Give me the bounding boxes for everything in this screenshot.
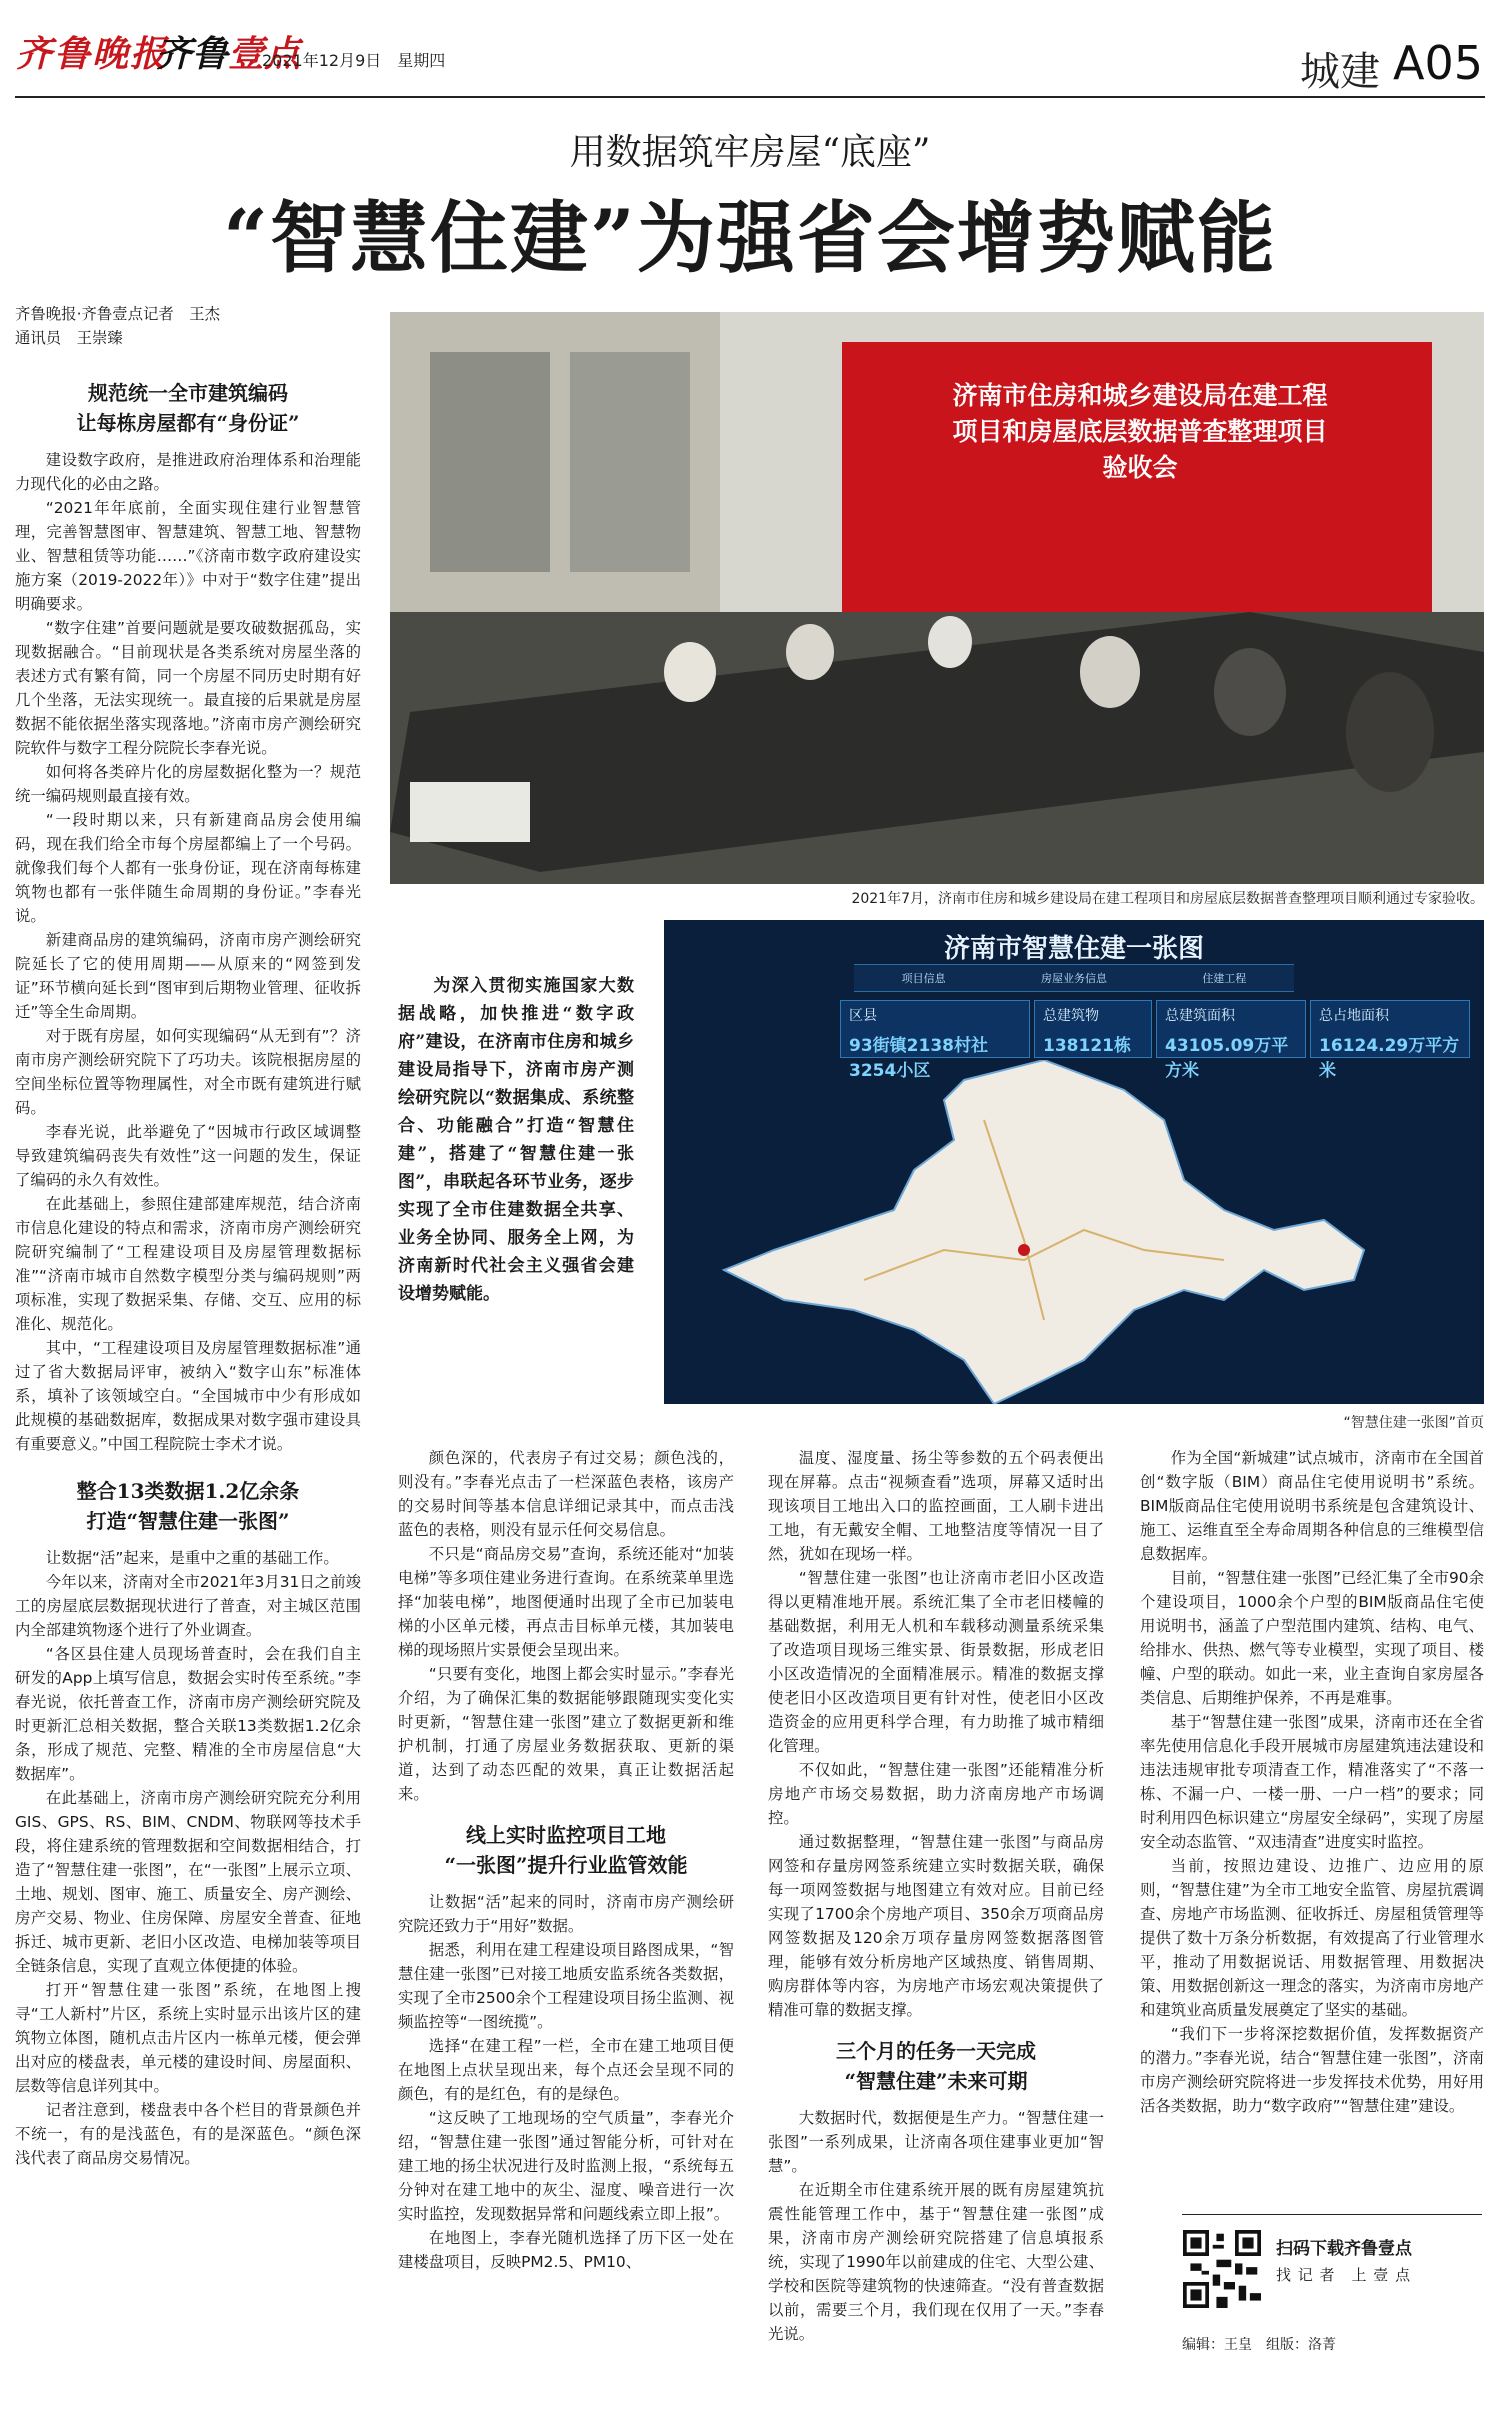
paragraph: 在近期全市住建系统开展的既有房屋建筑抗震性能管理工作中，基于“智慧住建一张图”成果，济南市房产测绘研究院搭建了信息填报系统，实现了1990年以前建成的住宅、大型公建、学校和医院等建筑物的快速筛查。“没有普查数据以前，需要三个月，我们现在仅用了一天。”李春光说。 xyxy=(768,2181,1104,2343)
lead-paragraph xyxy=(398,972,634,1308)
page-number: A05 xyxy=(1393,36,1484,90)
column-4 xyxy=(768,1446,1104,2346)
paragraph: 不仅如此，“智慧住建一张图”还能精准分析房地产市场交易数据，助力济南房地产市场调控。 xyxy=(768,1761,1104,1827)
paragraph: 让数据“活”起来，是重中之重的基础工作。 xyxy=(45,1549,339,1567)
paragraph: 据悉，利用在建工程建设项目路图成果，“智慧住建一张图”已对接工地质安监系统各类数据，实现了全市2500余个工程建设项目扬尘监测、视频监控等“一图统揽”。 xyxy=(398,1941,734,2031)
app-logo-prefix: 齐鲁 xyxy=(156,34,229,75)
map-tab[interactable]: 房屋业务信息 xyxy=(1040,972,1107,985)
col3-paragraphs-a xyxy=(398,1446,734,1806)
paragraph: 目前，“智慧住建一张图”已经汇集了全市90余个建设项目，1000余个户型的BIM版商品住宅使用说明书，涵盖了户型范围内建筑、结构、电气、给排水、供热、燃气等专业模型，实现了项目、楼幢、户型的联动。如此一来，业主查询自家房屋各类信息、后期维护保养，不再是难事。 xyxy=(1140,1569,1484,1707)
paragraph: 颜色深的，代表房子有过交易；颜色浅的，则没有。”李春光点击了一栏深蓝色表格，该房产的交易时间等基本信息详细记录其中，而点击浅蓝色的表格，则没有显示任何交易信息。 xyxy=(398,1449,734,1539)
paragraph: 不只是“商品房交易”查询，系统还能对“加装电梯”等多项住建业务进行查询。在系统菜单里选择“加装电梯”，地图便通时出现了全市已加装电梯的小区单元楼，再点击目标单元楼，其加装电梯的现场照片实景便会呈现出来。 xyxy=(398,1545,734,1659)
paragraph: “一段时期以来，只有新建商品房会使用编码，现在我们给全市每个房屋都编上了一个号码。就像我们每个人都有一张身份证，现在济南每栋建筑物也都有一张伴随生命周期的身份证。”李春光说。 xyxy=(15,811,361,925)
subheading-1: 规范统一全市建筑编码 让每栋房屋都有“身份证” xyxy=(76,381,300,435)
paragraph: 大数据时代，数据便是生产力。“智慧住建一张图”一系列成果，让济南各项住建事业更加“智慧”。 xyxy=(768,2109,1104,2175)
col5-paragraphs xyxy=(1140,1446,1484,2118)
col4-paragraphs-b xyxy=(768,2106,1104,2346)
masthead-rule xyxy=(15,96,1485,98)
map-stat-districts xyxy=(840,1000,1030,1081)
map-caption: “智慧住建一张图”首页 xyxy=(1343,1415,1484,1431)
paragraph: 在此基础上，济南市房产测绘研究院充分利用GIS、GPS、RS、BIM、CNDM、物联网等技术手段，将住建系统的管理数据和空间数据相结合，打造了“智慧住建一张图”，在“一张图”上展示立项、土地、规划、图审、施工、质量安全、房产测绘、房产交易、物业、住房保障、房屋安全普查、征地拆迁、城市更新、老旧小区改造、电梯加装等项目全链条信息，实现了直观立体便捷的体验。 xyxy=(15,1789,361,1975)
editor-credit: 编辑：王皇 组版：洛菁 xyxy=(1182,2337,1336,2353)
paragraph: 作为全国“新城建”试点城市，济南市在全国首创“数字版（BIM）商品住宅使用说明书”系统。BIM版商品住宅使用说明书系统是包含建筑设计、施工、运维直至全寿命周期各种信息的三维模型信息数据库。 xyxy=(1140,1449,1484,1563)
stat-value: 138121栋 xyxy=(1043,1036,1131,1056)
column-1 xyxy=(15,302,361,2170)
footer-rule xyxy=(1182,2214,1482,2215)
stat-label: 总建筑面积 xyxy=(1165,1008,1235,1024)
paragraph: 今年以来，济南对全市2021年3月31日之前竣工的房屋底层数据现状进行了普查，对主城区范围内全部建筑物逐个进行了外业调查。 xyxy=(15,1573,361,1639)
paragraph: 记者注意到，楼盘表中各个栏目的背景颜色并不统一，有的是浅蓝色，有的是深蓝色。“颜色深浅代表了商品房交易情况。 xyxy=(15,2101,361,2167)
paragraph: 让数据“活”起来的同时，济南市房产测绘研究院还致力于“用好”数据。 xyxy=(398,1893,734,1935)
paragraph: 当前，按照边建设、边推广、边应用的原则，“智慧住建”为全市工地安全监管、房屋抗震调查、房地产市场监测、征收拆迁、房屋租赁管理等提供了数十万条分析数据，有效提高了行业管理水平，推动了用数据说话、用数据管理、用数据决策、用数据创新这一理念的落实，为济南市房地产和建筑业高质量发展奠定了坚实的基础。 xyxy=(1140,1857,1484,2019)
paragraph: 选择“在建工程”一栏，全市在建工地项目便在地图上点状呈现出来，每个点还会呈现不同的颜色，有的是红色，有的是绿色。 xyxy=(398,2037,734,2103)
kicker-headline: 用数据筑牢房屋“底座” xyxy=(569,132,931,173)
qr-code-icon[interactable] xyxy=(1183,2230,1261,2308)
paragraph: 如何将各类碎片化的房屋数据化整为一？规范统一编码规则最直接有效。 xyxy=(15,763,361,805)
paragraph: 其中，“工程建设项目及房屋管理数据标准”通过了省大数据局评审，被纳入“数字山东”标准体系，填补了该领域空白。“全国城市中少有形成如此规模的基础数据库，数据成果对数字强市建设具有重要意义。”中国工程院院士李术才说。 xyxy=(15,1339,361,1453)
paragraph: “这反映了工地现场的空气质量”，李春光介绍，“智慧住建一张图”通过智能分析，可针对在建工地的扬尘状况进行及时监测上报，“系统每五分钟对在建工地中的灰尘、湿度、噪音进行一次实时监控，发现数据异常和问题线索立即上报”。 xyxy=(398,2109,734,2223)
map-tab[interactable]: 项目信息 xyxy=(901,972,946,985)
photo-caption: 2021年7月，济南市住房和城乡建设局在建工程项目和房屋底层数据普查整理项目顺利通过专家验收。 xyxy=(851,891,1484,907)
paper-logo: 齐鲁晚报 xyxy=(16,33,169,75)
stat-value: 43105.09万平方米 xyxy=(1165,1036,1289,1081)
col1-paragraphs-b xyxy=(15,1546,361,2170)
col4-paragraphs-a xyxy=(768,1446,1104,2022)
column-5 xyxy=(1140,1446,1484,2118)
map-tabs xyxy=(854,964,1294,992)
qr-label: 扫码下载齐鲁壹点 xyxy=(1276,2239,1412,2259)
stat-label: 总建筑物 xyxy=(1043,1008,1099,1024)
byline-1: 齐鲁晚报·齐鲁壹点记者 王杰 xyxy=(15,305,220,323)
photo-banner-text: 济南市住房和城乡建设局在建工程 项目和房屋底层数据普查整理项目 验收会 xyxy=(952,381,1328,482)
paragraph: “只要有变化，地图上都会实时显示。”李春光介绍，为了确保汇集的数据能够跟随现实变化实时更新，“智慧住建一张图”建立了数据更新和维护机制，打通了房屋业务数据获取、更新的渠道，达到了动态匹配的效果，真正让数据活起来。 xyxy=(398,1665,734,1803)
main-headline: “智慧住建”为强省会增势赋能 xyxy=(223,193,1277,284)
map-stat-floor-area xyxy=(1156,1000,1306,1081)
paragraph: “2021年年底前，全面实现住建行业智慧管理，完善智慧图审、智慧建筑、智慧工地、智慧物业、智慧租赁等功能……”《济南市数字政府建设实施方案（2019-2022年）》中对于“数字住建”提出明确要求。 xyxy=(15,499,361,613)
map-stat-land-area xyxy=(1310,1000,1470,1081)
paragraph: 李春光说，此举避免了“因城市行政区域调整导致建筑编码丧失有效性”这一问题的发生，保证了编码的永久有效性。 xyxy=(15,1123,361,1189)
app-logo-suffix: 壹点 xyxy=(228,34,301,75)
byline-2: 通讯员 王崇臻 xyxy=(15,329,123,347)
paragraph: 在此基础上，参照住建部建库规范，结合济南市信息化建设的特点和需求，济南市房产测绘研究院研究编制了“工程建设项目及房屋管理数据标准”“济南市城市自然数字模型分类与编码规则”两项标准，实现了数据采集、存储、交互、应用的标准化、规范化。 xyxy=(15,1195,361,1333)
meeting-photo xyxy=(390,312,1484,884)
paragraph: 基于“智慧住建一张图”成果，济南市还在全省率先使用信息化手段开展城市房屋建筑违法建设和违法违规审批专项清查工作，精准落实了“不落一栋、不漏一户、一楼一册、一户一档”的要求；同时利用四色标识建立“房屋安全绿码”，实现了房屋安全动态监管、“双违清查”进度实时监控。 xyxy=(1140,1713,1484,1851)
paragraph: 建设数字政府，是推进政府治理体系和治理能力现代化的必由之路。 xyxy=(15,451,361,493)
col1-paragraphs-a xyxy=(15,448,361,1456)
jinan-map-shape xyxy=(664,1060,1484,1404)
paragraph: 打开“智慧住建一张图”系统，在地图上搜寻“工人新村”片区，系统上实时显示出该片区的建筑物立体图，随机点击片区内一栋单元楼，便会弹出对应的楼盘表，单元楼的建设时间、房屋面积、层数等信息详列其中。 xyxy=(15,1981,361,2095)
stat-label: 总占地面积 xyxy=(1319,1008,1389,1024)
subheading-4: 三个月的任务一天完成 “智慧住建”未来可期 xyxy=(836,2039,1036,2093)
paragraph: “各区县住建人员现场普查时，会在我们自主研发的App上填写信息，数据会实时传至系统。”李春光说，依托普查工作，济南市房产测绘研究院及时更新汇总相关数据，整合关联13类数据1.2亿余条，形成了规范、完整、精准的全市房屋信息“大数据库”。 xyxy=(15,1645,361,1783)
map-stat-buildings xyxy=(1034,1000,1152,1058)
paragraph: 在地图上，李春光随机选择了历下区一处在建楼盘项目，反映PM2.5、PM10、 xyxy=(398,2229,734,2271)
paragraph: 新建商品房的建筑编码，济南市房产测绘研究院延长了它的使用周期——从原来的“网签到发证”环节横向延长到“图审到后期物业管理、征收拆迁”等全生命周期。 xyxy=(15,931,361,1021)
subheading-2: 整合13类数据1.2亿余条 打造“智慧住建一张图” xyxy=(76,1479,300,1533)
publish-date: 2021年12月9日 星期四 xyxy=(262,51,446,70)
paragraph: “数字住建”首要问题就是要攻破数据孤岛，实现数据融合。“目前现状是各类系统对房屋坐落的表述方式有繁有简，同一个房屋不同历史时期有好几个坐落，无法实现统一。最直接的后果就是房屋数据不能依据坐落实现落地。”济南市房产测绘研究院软件与数字工程分院院长李春光说。 xyxy=(15,619,361,757)
map-title: 济南市智慧住建一张图 xyxy=(943,934,1204,964)
stat-value: 16124.29万平方米 xyxy=(1319,1036,1460,1081)
paragraph: 温度、湿度量、扬尘等参数的五个码表便出现在屏幕。点击“视频查看”选项，屏幕又适时出现该项目工地出入口的监控画面，工人刷卡进出工地，有无戴安全帽、工地整洁度等情况一目了然，犹如在现场一样。 xyxy=(768,1449,1104,1563)
paragraph: 通过数据整理，“智慧住建一张图”与商品房网签和存量房网签系统建立实时数据关联，确保每一项网签数据与地图建立有效对应。目前已经实现了1700余个房地产项目、350余万项商品房网签数据及120余万项存量房网签数据落图管理，能够有效分析房地产区域热度、销售周期、购房群体等内容，为房地产市场宏观决策提供了精准可靠的数据支撑。 xyxy=(768,1833,1104,2019)
col3-paragraphs-b xyxy=(398,1890,734,2274)
qr-sublabel: 找 记 者 上 壹 点 xyxy=(1276,2266,1412,2284)
paragraph: “智慧住建一张图”也让济南市老旧小区改造得以更精准地开展。系统汇集了全市老旧楼幢的基础数据，利用无人机和车载移动测量系统采集了改造项目现场三维实景、街景数据，形成老旧小区改造情况的全面精准展示。精准的数据支撑使老旧小区改造项目更有针对性，使老旧小区改造资金的应用更科学合理，有力助推了城市精细化管理。 xyxy=(768,1569,1104,1755)
lead-text: 为深入贯彻实施国家大数据战略，加快推进“数字政府”建设，在济南市住房和城乡建设局指导下，济南市房产测绘研究院以“数据集成、系统整合、功能融合”打造“智慧住建”，搭建了“智慧住建一张图”，串联起各环节业务，逐步实现了全市住建数据全共享、业务全协同、服务全上网，为济南新时代社会主义强省会建设增势赋能。 xyxy=(398,976,634,1304)
stat-label: 区县 xyxy=(849,1008,877,1024)
stat-value: 93街镇2138村社3254小区 xyxy=(849,1036,988,1081)
section-name: 城建 xyxy=(1300,49,1380,95)
map-tab[interactable]: 住建工程 xyxy=(1202,972,1247,985)
paragraph: “我们下一步将深挖数据价值，发挥数据资产的潜力。”李春光说，结合“智慧住建一张图”，济南市房产测绘研究院将进一步发挥技术优势，用好用活各类数据，助力“数字政府”“智慧住建”建设。 xyxy=(1140,2025,1484,2115)
subheading-3: 线上实时监控项目工地 “一张图”提升行业监管效能 xyxy=(444,1823,688,1877)
column-3 xyxy=(398,1446,734,2274)
smart-map-screenshot xyxy=(664,920,1484,1404)
paragraph: 对于既有房屋，如何实现编码“从无到有”？济南市房产测绘研究院下了巧功夫。该院根据房屋的空间坐标位置等物理属性，对全市既有建筑进行赋码。 xyxy=(15,1027,361,1117)
